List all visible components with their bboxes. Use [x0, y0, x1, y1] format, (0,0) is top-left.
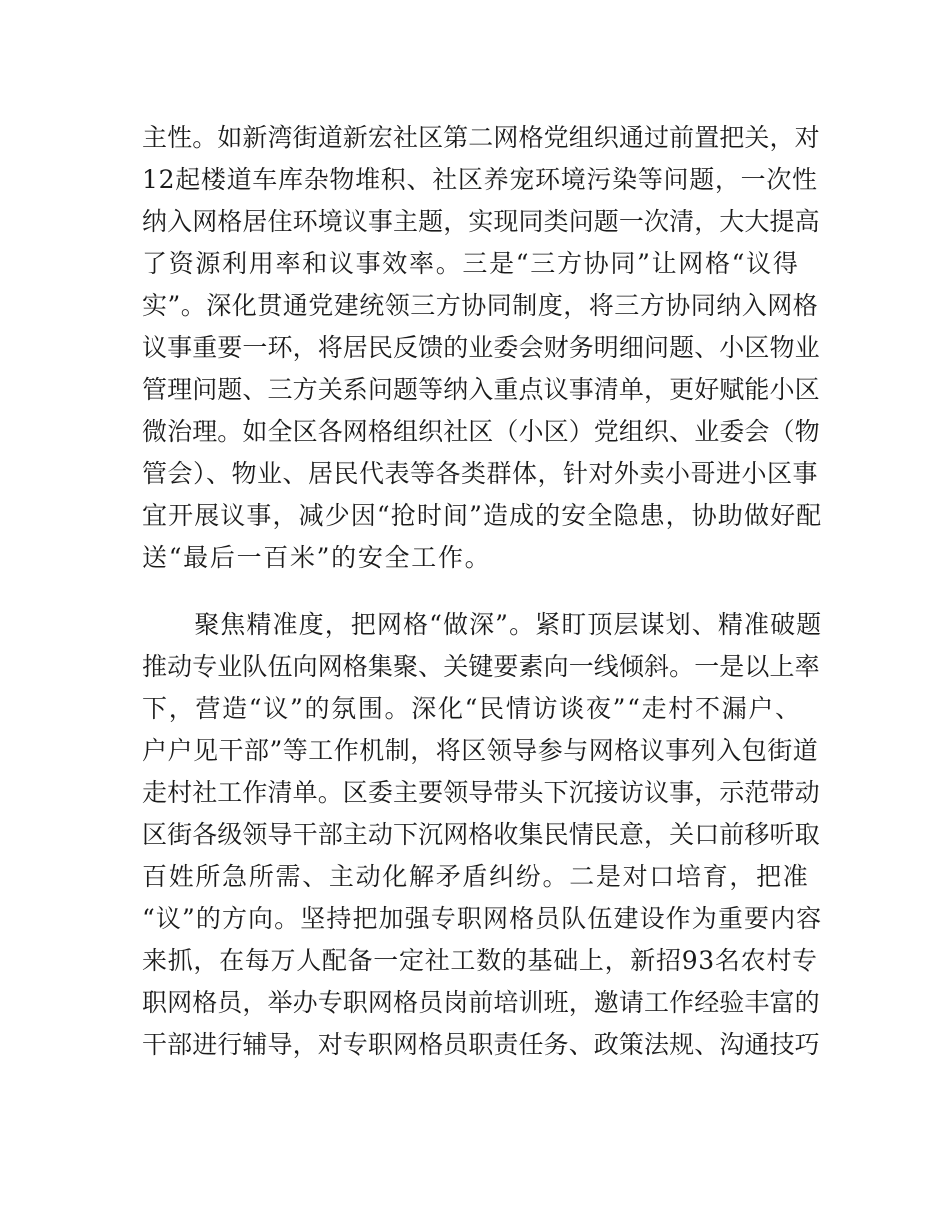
text-line: 走村社工作清单。区委主要领导带头下沉接访议事，示范带动 [142, 778, 820, 807]
paragraph-2 [142, 604, 823, 1066]
text-line: 推动专业队伍向网格集聚、关键要素向一线倾斜。一是以上率 [142, 652, 820, 681]
text-line: 聚焦精准度，把网格“做深”。紧盯顶层谋划、精准破题 [142, 610, 823, 639]
text-line: 来抓，在每万人配备一定社工数的基础上，新招93名农村专 [142, 946, 818, 975]
text-line: 干部进行辅导，对专职网格员职责任务、政策法规、沟通技巧 [142, 1030, 820, 1059]
text-line: 微治理。如全区各网格组织社区（小区）党组织、业委会（物 [142, 417, 820, 446]
text-line: 宜开展议事，减少因“抢时间”造成的安全隐患，协助做好配 [142, 501, 823, 530]
paragraph-1 [142, 117, 823, 579]
text-line: 了资源利用率和议事效率。三是“三方协同”让网格“议得 [142, 249, 800, 278]
text-line: 议事重要一环，将居民反馈的业委会财务明细问题、小区物业 [142, 333, 820, 362]
text-line: 户户见干部”等工作机制，将区领导参与网格议事列入包街道 [142, 736, 819, 765]
text-line: 主性。如新湾街道新宏社区第二网格党组织通过前置把关，对 [142, 123, 820, 152]
text-line: 送“最后一百米”的安全工作。 [142, 543, 492, 572]
text-line: 实”。深化贯通党建统领三方协同制度，将三方协同纳入网格 [142, 291, 819, 320]
text-line: 职网格员，举办专职网格员岗前培训班，邀请工作经验丰富的 [142, 988, 820, 1017]
text-line: 12起楼道车库杂物堆积、社区养宠环境污染等问题，一次性 [142, 165, 818, 194]
text-line: 区街各级领导干部主动下沉网格收集民情民意，关口前移听取 [142, 820, 820, 849]
text-line: 下，营造“议”的氛围。深化“民情访谈夜”“走村不漏户、 [142, 694, 802, 723]
text-line: “议”的方向。坚持把加强专职网格员队伍建设作为重要内容 [142, 904, 823, 933]
text-line: 百姓所急所需、主动化解矛盾纠纷。二是对口培育，把准 [142, 862, 810, 891]
text-line: 管理问题、三方关系问题等纳入重点议事清单，更好赋能小区 [142, 375, 820, 404]
text-line: 管会）、物业、居民代表等各类群体，针对外卖小哥进小区事 [142, 459, 819, 488]
text-line: 纳入网格居住环境议事主题，实现同类问题一次清，大大提高 [142, 207, 820, 236]
